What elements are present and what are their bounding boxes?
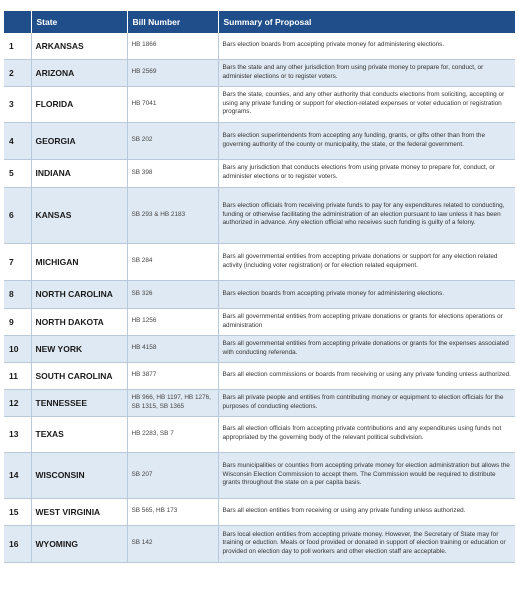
row-number: 4 xyxy=(4,122,31,159)
table-row xyxy=(4,86,515,122)
header-bill-number: Bill Number xyxy=(127,11,218,33)
proposal-summary: Bars election superintendents from accepting any funding, grants, or gifts other than from the governing authority of the county or municipality, the state, or the federal government. xyxy=(218,122,515,159)
proposal-summary: Bars municipalities or counties from accepting private money for election administration but allows the Wisconsin Election Commission to accept them. The Commission would be required to distribute grants throughout the state on a per capita basis. xyxy=(218,452,515,498)
proposal-summary: Bars the state, counties, and any other authority that conducts elections from soliciting, accepting or using any private funding or support for election-related expenses or voter education or registration programs. xyxy=(218,86,515,122)
proposal-summary: Bars local election entities from accepting private money. However, the Secretary of State may for training or eduction. Meals or food provided or donated in support of election training or education or provided on election day to poll workers and other election staff are acceptable. xyxy=(218,525,515,562)
table-row xyxy=(4,335,515,362)
row-number: 12 xyxy=(4,389,31,416)
state-name: NEW YORK xyxy=(31,335,127,362)
row-number: 16 xyxy=(4,525,31,562)
row-number: 10 xyxy=(4,335,31,362)
bill-number: SB 398 xyxy=(127,159,218,187)
proposal-summary: Bars all private people and entities from contributing money or equipment to election officials for the purposes of conducting elections. xyxy=(218,389,515,416)
state-name: WISCONSIN xyxy=(31,452,127,498)
table-row xyxy=(4,59,515,86)
bill-number: SB 284 xyxy=(127,243,218,280)
proposal-summary: Bars all election entities from receiving or using any private funding unless authorized. xyxy=(218,498,515,525)
table-row xyxy=(4,122,515,159)
table-row xyxy=(4,243,515,280)
bill-number: SB 207 xyxy=(127,452,218,498)
proposal-summary: Bars election boards from accepting private money for administering elections. xyxy=(218,280,515,308)
proposal-summary: Bars all governmental entities from accepting private donations or support for any election related activity (including voter registration) or for election related equipment. xyxy=(218,243,515,280)
proposal-summary: Bars all governmental entities from accepting private donations or grants for the expenses associated with conducting referenda. xyxy=(218,335,515,362)
row-number: 8 xyxy=(4,280,31,308)
bill-number: SB 326 xyxy=(127,280,218,308)
state-name: NORTH CAROLINA xyxy=(31,280,127,308)
state-name: WYOMING xyxy=(31,525,127,562)
proposal-summary: Bars any jurisdiction that conducts elections from using private money to prepare for, conduct, or administer elections or to register voters. xyxy=(218,159,515,187)
proposal-summary: Bars all election officials from accepting private contributions and any expenditures using funds not appropriated by the governing body of the relevant political subdivision. xyxy=(218,416,515,452)
table-row xyxy=(4,452,515,498)
header-summary: Summary of Proposal xyxy=(223,17,312,27)
bill-number: HB 1256 xyxy=(127,308,218,335)
row-number: 7 xyxy=(4,243,31,280)
state-name: INDIANA xyxy=(31,159,127,187)
bill-number: HB 2569 xyxy=(127,59,218,86)
state-name: ARKANSAS xyxy=(31,33,127,59)
row-number: 3 xyxy=(4,86,31,122)
state-name: KANSAS xyxy=(31,187,127,243)
row-number: 5 xyxy=(4,159,31,187)
state-name: GEORGIA xyxy=(31,122,127,159)
table-row xyxy=(4,159,515,187)
row-number: 1 xyxy=(4,33,31,59)
table-row xyxy=(4,525,515,562)
table-row xyxy=(4,498,515,525)
proposal-summary: Bars the state and any other jurisdiction from using private money to prepare for, conduct, or administer elections or to register voters. xyxy=(218,59,515,86)
row-number: 11 xyxy=(4,362,31,389)
table-row xyxy=(4,33,515,59)
state-name: WEST VIRGINIA xyxy=(31,498,127,525)
bill-number: HB 3877 xyxy=(127,362,218,389)
table-row xyxy=(4,308,515,335)
table-row xyxy=(4,362,515,389)
row-number: 9 xyxy=(4,308,31,335)
header-num xyxy=(4,11,31,33)
state-name: NORTH DAKOTA xyxy=(31,308,127,335)
bill-number: HB 2283, SB 7 xyxy=(127,416,218,452)
state-name: ARIZONA xyxy=(31,59,127,86)
bill-number: HB 1866 xyxy=(127,33,218,59)
row-number: 6 xyxy=(4,187,31,243)
state-name: TENNESSEE xyxy=(31,389,127,416)
proposal-summary: Bars election officials from receiving private funds to pay for any expenditures related to conducting, funding or otherwise facilitating the administration of an election pursuant to law unless it has been authorized in advance. Any election official who receives such funding is guilty of a felony. xyxy=(218,187,515,243)
bill-number: SB 293 & HB 2183 xyxy=(127,187,218,243)
state-name: FLORIDA xyxy=(31,86,127,122)
row-number: 14 xyxy=(4,452,31,498)
bill-number: HB 4158 xyxy=(127,335,218,362)
table-row xyxy=(4,187,515,243)
bill-number: HB 7041 xyxy=(127,86,218,122)
proposal-summary: Bars election boards from accepting private money for administering elections. xyxy=(218,33,515,59)
table-row xyxy=(4,389,515,416)
state-name: SOUTH CAROLINA xyxy=(31,362,127,389)
row-number: 2 xyxy=(4,59,31,86)
state-name: MICHIGAN xyxy=(31,243,127,280)
bill-number: HB 966, HB 1197, HB 1276, SB 1315, SB 1365 xyxy=(127,389,218,416)
table-header-row xyxy=(4,11,515,33)
table-row xyxy=(4,280,515,308)
bill-number: SB 565, HB 173 xyxy=(127,498,218,525)
table-body xyxy=(4,33,515,562)
proposal-summary: Bars all election commissions or boards from receiving or using any private funding unless authorized. xyxy=(218,362,515,389)
bill-number: SB 142 xyxy=(127,525,218,562)
row-number: 15 xyxy=(4,498,31,525)
bills-table xyxy=(4,11,515,563)
bill-number: SB 202 xyxy=(127,122,218,159)
proposal-summary: Bars all governmental entities from accepting private donations or grants for elections operations or administration xyxy=(218,308,515,335)
header-state: State xyxy=(31,11,127,33)
state-name: TEXAS xyxy=(31,416,127,452)
row-number: 13 xyxy=(4,416,31,452)
table-row xyxy=(4,416,515,452)
